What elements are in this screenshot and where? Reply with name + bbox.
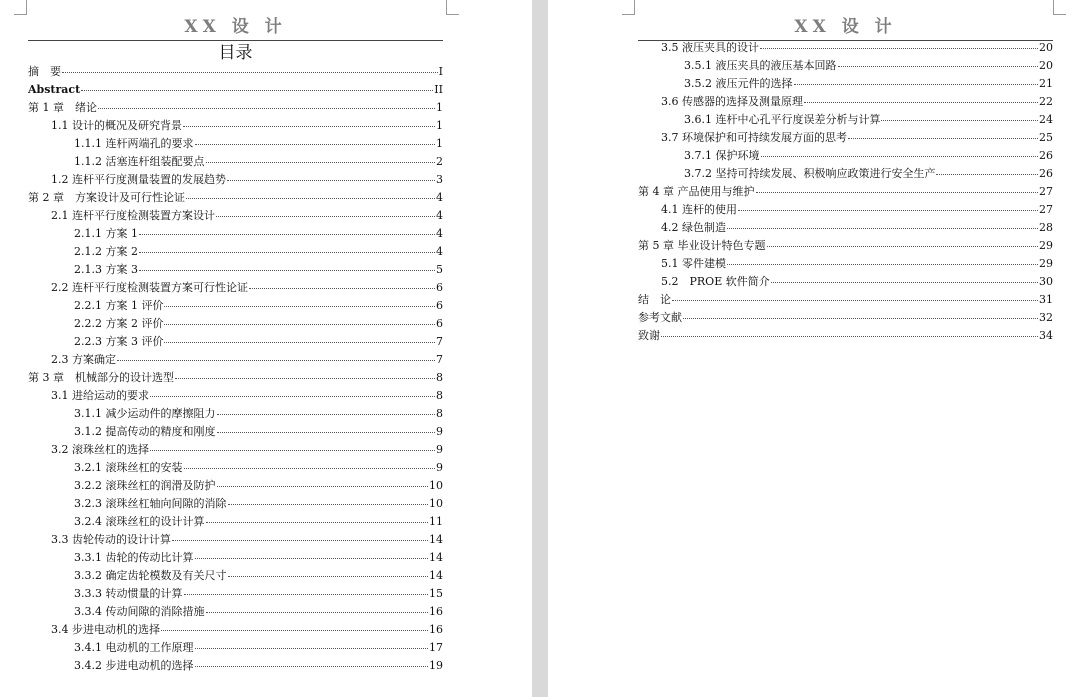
toc-entry-title: 3.3.2 确定齿轮模数及有关尺寸: [74, 569, 227, 582]
toc-entry-page: 6: [436, 281, 443, 294]
toc-entry-page: 10: [429, 479, 443, 492]
toc-entry-page: 5: [436, 263, 443, 276]
toc-leader-dots: [195, 144, 436, 145]
toc-leader-dots: [794, 84, 1039, 85]
toc-list-left: [28, 63, 443, 683]
toc-entry: [51, 441, 443, 459]
toc-entry: [28, 81, 443, 99]
toc-leader-dots: [184, 594, 429, 595]
toc-entry-page: 11: [429, 515, 443, 528]
toc-entry: [28, 63, 443, 81]
toc-entry-page: 4: [436, 245, 443, 258]
toc-entry: [661, 255, 1053, 273]
toc-entry-page: 26: [1039, 149, 1053, 162]
toc-entry: [74, 495, 443, 513]
toc-entry-page: 29: [1039, 239, 1053, 252]
toc-entry-title: 第 5 章 毕业设计特色专题: [638, 239, 766, 252]
toc-leader-dots: [217, 432, 436, 433]
toc-entry-title: 3.2.1 滚珠丝杠的安装: [74, 461, 183, 474]
toc-entry: [74, 459, 443, 477]
toc-leader-dots: [164, 342, 435, 343]
toc-entry-title: 第 4 章 产品使用与维护: [638, 185, 755, 198]
toc-entry-page: 8: [436, 407, 443, 420]
toc-leader-dots: [195, 558, 429, 559]
toc-leader-dots: [760, 48, 1038, 49]
toc-leader-dots: [186, 198, 435, 199]
toc-leader-dots: [150, 396, 435, 397]
toc-leader-dots: [139, 234, 435, 235]
toc-entry-page: 1: [436, 137, 443, 150]
toc-entry-title: 3.5.1 液压夹具的液压基本回路: [684, 59, 837, 72]
toc-entry: [684, 75, 1053, 93]
document-page-left: [0, 0, 532, 697]
toc-title: 目录: [218, 43, 253, 63]
crop-mark: [1053, 0, 1066, 15]
toc-entry-page: 14: [429, 569, 443, 582]
crop-mark: [14, 0, 27, 15]
toc-entry: [74, 603, 443, 621]
toc-entry-title: 4.1 连杆的使用: [661, 203, 737, 216]
toc-entry: [51, 621, 443, 639]
toc-leader-dots: [672, 300, 1038, 301]
toc-entry-page: 30: [1039, 275, 1053, 288]
toc-entry-title: 3.3 齿轮传动的设计计算: [51, 533, 171, 546]
toc-entry-title: 3.4.2 步进电动机的选择: [74, 659, 194, 672]
toc-entry-page: 16: [429, 605, 443, 618]
toc-entry-page: 32: [1039, 311, 1053, 324]
toc-entry: [28, 189, 443, 207]
toc-entry-title: 3.2.2 滚珠丝杠的润滑及防护: [74, 479, 216, 492]
toc-leader-dots: [164, 306, 435, 307]
toc-leader-dots: [727, 228, 1038, 229]
toc-entry-page: 21: [1039, 77, 1053, 90]
toc-entry: [74, 261, 443, 279]
crop-mark: [622, 0, 635, 15]
toc-entry: [74, 585, 443, 603]
toc-entry: [74, 567, 443, 585]
toc-entry-title: 2.1.2 方案 2: [74, 245, 138, 258]
toc-leader-dots: [81, 90, 433, 91]
toc-entry-page: 10: [429, 497, 443, 510]
toc-leader-dots: [139, 252, 435, 253]
toc-entry: [638, 183, 1053, 201]
toc-entry: [661, 201, 1053, 219]
toc-entry: [661, 93, 1053, 111]
toc-entry: [661, 219, 1053, 237]
toc-entry: [28, 369, 443, 387]
toc-leader-dots: [249, 288, 435, 289]
toc-entry: [74, 477, 443, 495]
toc-entry: [51, 531, 443, 549]
toc-entry-title: 3.6 传感器的选择及测量原理: [661, 95, 803, 108]
toc-leader-dots: [227, 180, 435, 181]
toc-entry-page: 7: [436, 335, 443, 348]
toc-leader-dots: [183, 126, 435, 127]
toc-entry-title: 3.7 环境保护和可持续发展方面的思考: [661, 131, 847, 144]
toc-entry-title: 2.2.1 方案 1 评价: [74, 299, 164, 312]
toc-entry-page: 1: [436, 101, 443, 114]
toc-entry-page: 17: [429, 641, 443, 654]
toc-entry-title: 1.2 连杆平行度测量装置的发展趋势: [51, 173, 226, 186]
toc-entry-title: 1.1.1 连杆两端孔的要求: [74, 137, 194, 150]
toc-entry-page: 19: [429, 659, 443, 672]
toc-entry: [684, 165, 1053, 183]
toc-entry-page: II: [434, 83, 443, 96]
toc-entry-title: 第 2 章 方案设计及可行性论证: [28, 191, 185, 204]
page-gutter: [532, 0, 548, 697]
toc-entry-page: 28: [1039, 221, 1053, 234]
page-header-title: XX 设 计: [184, 17, 287, 37]
toc-entry-title: 结 论: [638, 293, 671, 306]
toc-entry-page: 29: [1039, 257, 1053, 270]
toc-leader-dots: [175, 378, 435, 379]
toc-entry-page: 25: [1039, 131, 1053, 144]
toc-leader-dots: [761, 156, 1039, 157]
toc-leader-dots: [756, 192, 1039, 193]
toc-entry-page: 4: [436, 227, 443, 240]
toc-entry-page: 27: [1039, 185, 1053, 198]
toc-entry-page: 14: [429, 551, 443, 564]
toc-leader-dots: [195, 648, 429, 649]
toc-entry-title: 2.1.1 方案 1: [74, 227, 138, 240]
toc-entry-page: 4: [436, 191, 443, 204]
toc-entry: [74, 315, 443, 333]
toc-leader-dots: [184, 468, 436, 469]
toc-entry-title: 参考文献: [638, 311, 682, 324]
toc-leader-dots: [228, 576, 429, 577]
document-page-right: [548, 0, 1083, 697]
toc-entry-title: 2.1.3 方案 3: [74, 263, 138, 276]
toc-entry: [74, 135, 443, 153]
toc-entry-page: 31: [1039, 293, 1053, 306]
toc-leader-dots: [217, 414, 436, 415]
toc-leader-dots: [838, 66, 1039, 67]
toc-leader-dots: [683, 318, 1038, 319]
toc-entry: [74, 297, 443, 315]
toc-leader-dots: [216, 216, 435, 217]
toc-leader-dots: [936, 174, 1038, 175]
toc-entry-title: 致谢: [638, 329, 660, 342]
toc-entry: [74, 423, 443, 441]
toc-entry: [74, 333, 443, 351]
toc-entry-title: 2.2 连杆平行度检测装置方案可行性论证: [51, 281, 248, 294]
toc-entry-title: 2.2.3 方案 3 评价: [74, 335, 164, 348]
toc-entry-title: 3.7.1 保护环境: [684, 149, 760, 162]
toc-entry: [51, 279, 443, 297]
toc-leader-dots: [738, 210, 1038, 211]
toc-entry-page: 3: [436, 173, 443, 186]
toc-leader-dots: [804, 102, 1038, 103]
toc-entry-page: 26: [1039, 167, 1053, 180]
toc-entry: [74, 243, 443, 261]
toc-entry-page: 34: [1039, 329, 1053, 342]
toc-entry: [661, 129, 1053, 147]
toc-entry-page: 27: [1039, 203, 1053, 216]
toc-entry: [74, 153, 443, 171]
toc-entry: [638, 327, 1053, 345]
header-rule: [28, 40, 443, 41]
toc-leader-dots: [206, 522, 429, 523]
toc-entry-title: 3.2.4 滚珠丝杠的设计计算: [74, 515, 205, 528]
toc-entry-page: 14: [429, 533, 443, 546]
toc-entry-title: 1.1.2 活塞连杆组装配要点: [74, 155, 205, 168]
toc-entry: [74, 639, 443, 657]
toc-entry-page: 15: [429, 587, 443, 600]
toc-entry-page: 16: [429, 623, 443, 636]
toc-entry-page: 9: [436, 425, 443, 438]
toc-entry-page: 7: [436, 353, 443, 366]
toc-entry: [28, 99, 443, 117]
toc-entry-page: 6: [436, 317, 443, 330]
toc-leader-dots: [848, 138, 1038, 139]
toc-entry: [51, 207, 443, 225]
page-header-title: XX 设 计: [794, 17, 897, 37]
toc-entry: [638, 309, 1053, 327]
toc-entry-title: 3.7.2 坚持可持续发展、积极响应政策进行安全生产: [684, 167, 936, 180]
toc-entry-title: 3.4 步进电动机的选择: [51, 623, 160, 636]
toc-leader-dots: [164, 324, 435, 325]
toc-entry-page: I: [438, 65, 443, 78]
toc-leader-dots: [881, 120, 1038, 121]
toc-entry-title: 3.3.3 转动惯量的计算: [74, 587, 183, 600]
toc-leader-dots: [150, 450, 435, 451]
toc-entry-title: 3.3.1 齿轮的传动比计算: [74, 551, 194, 564]
toc-leader-dots: [195, 666, 429, 667]
toc-entry: [684, 147, 1053, 165]
toc-entry-title: 第 1 章 绪论: [28, 101, 97, 114]
toc-leader-dots: [139, 270, 435, 271]
toc-entry: [51, 387, 443, 405]
toc-leader-dots: [98, 108, 435, 109]
toc-entry-title: 3.3.4 传动间隙的消除措施: [74, 605, 205, 618]
toc-entry-page: 20: [1039, 41, 1053, 54]
toc-entry: [74, 549, 443, 567]
toc-entry-page: 9: [436, 443, 443, 456]
toc-entry: [51, 351, 443, 369]
toc-entry-title: 3.2.3 滚珠丝杠轴向间隙的消除: [74, 497, 227, 510]
toc-entry-page: 9: [436, 461, 443, 474]
toc-leader-dots: [228, 504, 429, 505]
toc-entry-title: 1.1 设计的概况及研究背景: [51, 119, 182, 132]
toc-leader-dots: [727, 264, 1038, 265]
toc-entry-page: 8: [436, 389, 443, 402]
toc-entry-title: 3.1 进给运动的要求: [51, 389, 149, 402]
toc-entry-title: 3.5 液压夹具的设计: [661, 41, 759, 54]
toc-entry-page: 22: [1039, 95, 1053, 108]
toc-entry: [684, 57, 1053, 75]
toc-entry: [661, 39, 1053, 57]
toc-entry-title: 2.1 连杆平行度检测装置方案设计: [51, 209, 215, 222]
toc-entry-title: 2.2.2 方案 2 评价: [74, 317, 164, 330]
toc-leader-dots: [62, 72, 438, 73]
toc-entry-title: 4.2 绿色制造: [661, 221, 726, 234]
toc-leader-dots: [217, 486, 429, 487]
toc-entry: [74, 405, 443, 423]
toc-list-right: [638, 39, 1053, 359]
toc-entry: [638, 291, 1053, 309]
toc-leader-dots: [206, 612, 429, 613]
toc-leader-dots: [661, 336, 1038, 337]
toc-entry: [74, 657, 443, 675]
toc-entry-title: 3.1.2 提高传动的精度和刚度: [74, 425, 216, 438]
toc-entry-title: 3.5.2 液压元件的选择: [684, 77, 793, 90]
toc-entry-title: 5.2 PROE 软件简介: [661, 275, 770, 288]
toc-entry-title: Abstract: [28, 83, 81, 96]
toc-leader-dots: [767, 246, 1039, 247]
toc-leader-dots: [172, 540, 428, 541]
toc-entry: [661, 273, 1053, 291]
toc-entry-title: 第 3 章 机械部分的设计选型: [28, 371, 174, 384]
toc-leader-dots: [771, 282, 1038, 283]
toc-entry-page: 20: [1039, 59, 1053, 72]
toc-entry: [74, 513, 443, 531]
toc-leader-dots: [206, 162, 436, 163]
toc-entry-page: 1: [436, 119, 443, 132]
toc-entry-title: 3.6.1 连杆中心孔平行度误差分析与计算: [684, 113, 881, 126]
toc-entry: [51, 117, 443, 135]
toc-entry-page: 2: [436, 155, 443, 168]
toc-entry: [684, 111, 1053, 129]
toc-entry: [51, 171, 443, 189]
toc-entry-title: 3.4.1 电动机的工作原理: [74, 641, 194, 654]
toc-entry-page: 24: [1039, 113, 1053, 126]
toc-entry: [638, 237, 1053, 255]
toc-entry-title: 2.3 方案确定: [51, 353, 116, 366]
toc-leader-dots: [117, 360, 435, 361]
toc-entry-page: 6: [436, 299, 443, 312]
toc-entry-title: 摘 要: [28, 65, 61, 78]
crop-mark: [446, 0, 459, 15]
toc-leader-dots: [161, 630, 428, 631]
toc-entry-title: 3.1.1 减少运动件的摩擦阻力: [74, 407, 216, 420]
toc-entry-title: 3.2 滚珠丝杠的选择: [51, 443, 149, 456]
toc-entry-page: 8: [436, 371, 443, 384]
toc-entry-page: 4: [436, 209, 443, 222]
toc-entry-title: 5.1 零件建模: [661, 257, 726, 270]
toc-entry: [74, 225, 443, 243]
